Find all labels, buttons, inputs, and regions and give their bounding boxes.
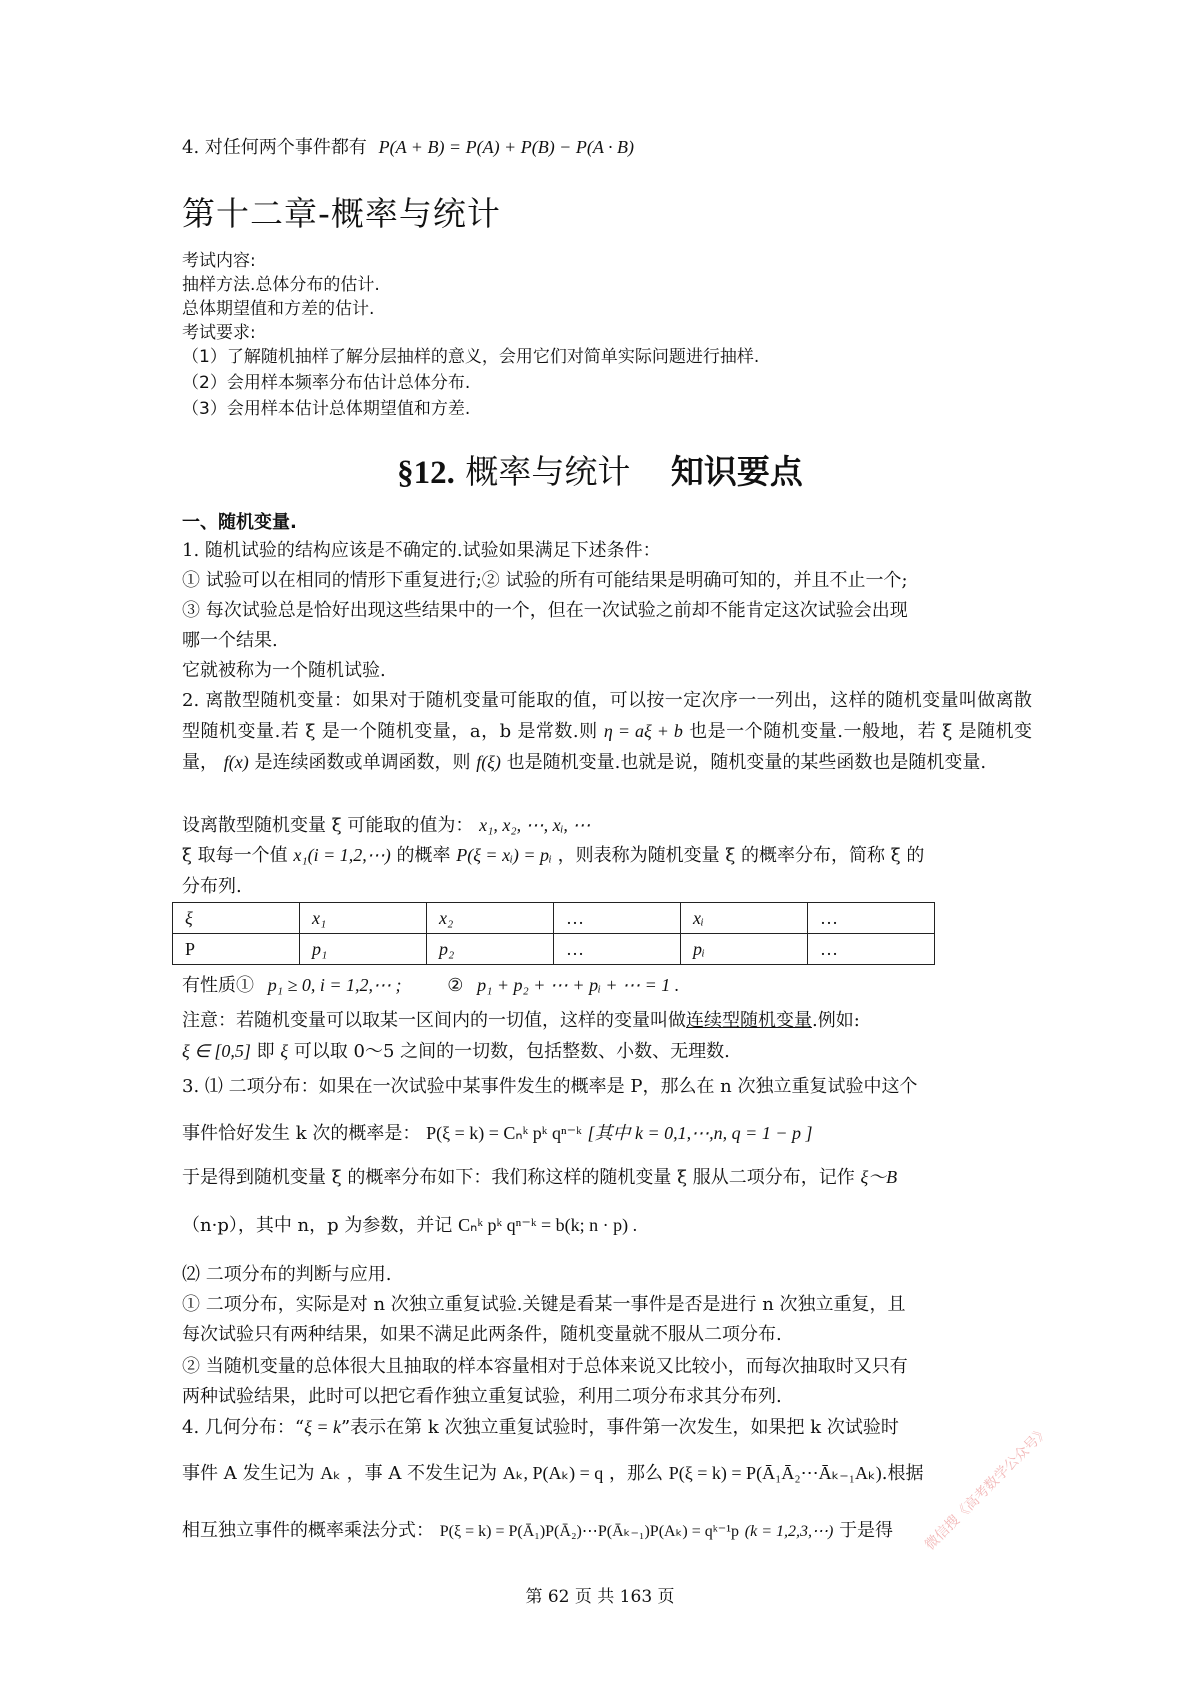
formula: f(x)	[223, 752, 249, 772]
exam-content-line: 抽样方法.总体分布的估计.	[182, 275, 380, 295]
table-cell: pᵢ	[681, 934, 808, 965]
paragraph-line	[182, 1162, 897, 1192]
formula: P(ξ = xᵢ) = pᵢ	[456, 845, 552, 865]
table-cell: …	[554, 903, 681, 934]
subsection-heading: 一、随机变量.	[182, 512, 297, 533]
formula: P(ξ = k) = Cₙᵏ pᵏ qⁿ⁻ᵏ	[426, 1123, 582, 1143]
paragraph-line: 两种试验结果，此时可以把它看作独立重复试验，利用二项分布求其分布列.	[182, 1386, 782, 1407]
table-row	[173, 934, 935, 965]
properties-line	[182, 970, 679, 1000]
text: ，则表称为随机变量 ξ 的概率分布，简称 ξ 的	[557, 845, 925, 866]
table-row	[173, 903, 935, 934]
table-cell: p₁	[300, 934, 427, 965]
paragraph-line: ① 二项分布，实际是对 n 次独立重复试验.关键是看某一事件是否是进行 n 次独立重复，且	[182, 1294, 906, 1315]
formula: P(ξ = k) = P(Ā₁Ā₂⋯Āₖ₋₁Aₖ)	[668, 1463, 882, 1483]
text: ②	[447, 975, 464, 996]
table-cell: x₁	[300, 903, 427, 934]
text: ”表示在第 k 次独立重复试验时，事件第一次发生，如果把 k 次试验时	[340, 1417, 899, 1438]
formula: p₁ ≥ 0, i = 1,2,⋯ ;	[267, 975, 402, 995]
paragraph-line	[182, 1412, 899, 1442]
chapter-title: 第十二章-概率与统计	[182, 194, 501, 233]
text: 于是得到随机变量 ξ 的概率分布如下：我们称这样的随机变量 ξ 服从二项分布，记作	[182, 1167, 855, 1188]
paragraph-line	[182, 1118, 813, 1148]
exam-content-line: 总体期望值和方差的估计.	[182, 299, 375, 319]
formula: x₁(i = 1,2,⋯)	[293, 845, 391, 865]
text: 2. 离散型随机变量：如果对于随机变量可能取的值，可以按一定次序一一列出，这样的随机变量叫做离散型随机变量.若 ξ 是一个随机变量，a，b 是常数.则	[182, 690, 1032, 742]
formula: p₁ + p₂ + ⋯ + pᵢ + ⋯ = 1 .	[477, 975, 680, 995]
table-cell: xᵢ	[681, 903, 808, 934]
formula: η = aξ + b	[603, 721, 683, 741]
paragraph-line	[182, 810, 590, 840]
text: 事件恰好发生 k 次的概率是：	[182, 1123, 421, 1144]
section-number: §12.	[397, 455, 455, 491]
text: ，事 A 不发生记为	[346, 1463, 498, 1484]
formula: Aₖ	[320, 1463, 341, 1483]
formula: (k = 1,2,3,⋯)	[744, 1523, 834, 1540]
text: 4. 几何分布：“	[182, 1417, 305, 1438]
item-4-text: 4. 对任何两个事件都有	[182, 137, 367, 158]
text: 有性质①	[182, 975, 254, 996]
section-title	[0, 446, 1200, 493]
paragraph-line: ③ 每次试验总是恰好出现这些结果中的一个，但在一次试验之前却不能肯定这次试验会出现	[182, 600, 908, 621]
text: 是连续函数或单调函数，则	[254, 752, 471, 773]
exam-requirement-line: （1）了解随机抽样了解分层抽样的意义，会用它们对简单实际问题进行抽样.	[182, 347, 760, 367]
table-cell: p₂	[427, 934, 554, 965]
table-cell: P	[173, 934, 300, 965]
paragraph-line	[182, 840, 924, 870]
section-title-bold: 知识要点	[670, 452, 803, 491]
paragraph-line: ① 试验可以在相同的情形下重复进行;② 试验的所有可能结果是明确可知的，并且不止一个;	[182, 570, 908, 591]
formula: P(ξ = k) = P(Ā₁)P(Ā₂)⋯P(Āₖ₋₁)P(Aₖ) = qᵏ⁻¹p	[439, 1523, 740, 1540]
formula: ξ = k	[304, 1417, 341, 1437]
text: 即	[256, 1041, 275, 1062]
formula: [其中 k = 0,1,⋯,n, q = 1 − p ]	[587, 1123, 813, 1143]
exam-requirement-line: （2）会用样本频率分布估计总体分布.	[182, 373, 471, 393]
text: （n·p），其中 n，p 为参数，并记	[182, 1215, 453, 1236]
distribution-table	[172, 902, 935, 965]
text: 可以取 0～5 之间的一切数，包括整数、小数、无理数.	[293, 1041, 730, 1062]
exam-content-heading: 考试内容:	[182, 251, 256, 271]
paragraph-line: 3. ⑴ 二项分布：如果在一次试验中某事件发生的概率是 P，那么在 n 次独立重复试验中这个	[182, 1076, 918, 1097]
text: ，那么	[609, 1463, 663, 1484]
exam-requirement-line: （3）会用样本估计总体期望值和方差.	[182, 399, 471, 419]
table-cell: …	[554, 934, 681, 965]
table-cell: x₂	[427, 903, 554, 934]
paragraph-line: 它就被称为一个随机试验.	[182, 660, 386, 681]
paragraph-line	[182, 1210, 637, 1240]
formula: ξ ∈ [0,5]	[182, 1041, 251, 1061]
table-cell: …	[808, 934, 935, 965]
paragraph-line: 1. 随机试验的结构应该是不确定的.试验如果满足下述条件：	[182, 540, 661, 561]
item-4	[182, 132, 634, 162]
exam-requirements-heading: 考试要求:	[182, 323, 256, 343]
text: 的概率	[396, 845, 451, 866]
item-4-formula: P(A + B) = P(A) + P(B) − P(A · B)	[378, 137, 634, 157]
formula: Cₙᵏ pᵏ qⁿ⁻ᵏ = b(k; n · p) .	[458, 1215, 638, 1235]
formula: Aₖ, P(Aₖ) = q	[502, 1463, 604, 1483]
paragraph-line	[182, 1458, 923, 1488]
section-title-text: 概率与统计	[465, 452, 631, 491]
paragraph-line: ② 当随机变量的总体很大且抽取的样本容量相对于总体来说又比较小，而每次抽取时又只有	[182, 1356, 908, 1377]
paragraph-line: 哪一个结果.	[182, 630, 278, 651]
note-line	[182, 1036, 730, 1066]
table-cell: ξ	[173, 903, 300, 934]
paragraph-line: ⑵ 二项分布的判断与应用.	[182, 1264, 392, 1285]
text: 设离散型随机变量 ξ 可能取的值为：	[182, 815, 474, 836]
paragraph-line: 分布列.	[182, 876, 242, 897]
text: 也是随机变量.也就是说，随机变量的某些函数也是随机变量.	[506, 752, 987, 773]
paragraph-line: 每次试验只有两种结果，如果不满足此两条件，随机变量就不服从二项分布.	[182, 1324, 782, 1345]
paragraph-line	[182, 1516, 893, 1546]
text: 事件 A 发生记为	[182, 1463, 315, 1484]
table-cell: …	[808, 903, 935, 934]
text: 注意：若随机变量可以取某一区间内的一切值，这样的变量叫做	[182, 1010, 686, 1031]
text: ξ 取每一个值	[182, 845, 288, 866]
text: .根据	[881, 1463, 924, 1484]
paragraph-discrete-variable	[182, 686, 1032, 778]
text: 也是一个随机变量.一般地，若 ξ 是随机变量，	[182, 721, 1033, 773]
text: .例如:	[812, 1010, 860, 1031]
formula: ξ～B	[860, 1167, 898, 1187]
formula: f(ξ)	[476, 752, 501, 772]
note-line	[182, 1006, 860, 1036]
underlined-term: 连续型随机变量	[686, 1010, 812, 1031]
page-footer: 第 62 页 共 163 页	[525, 1587, 675, 1607]
formula: x₁, x₂, ⋯, xᵢ, ⋯	[479, 815, 591, 835]
text: 于是得	[839, 1520, 894, 1541]
watermark: 微信搜《高考数学公众号》	[922, 1423, 1053, 1554]
formula: ξ	[280, 1041, 289, 1061]
text: 相互独立事件的概率乘法分式：	[182, 1520, 434, 1541]
